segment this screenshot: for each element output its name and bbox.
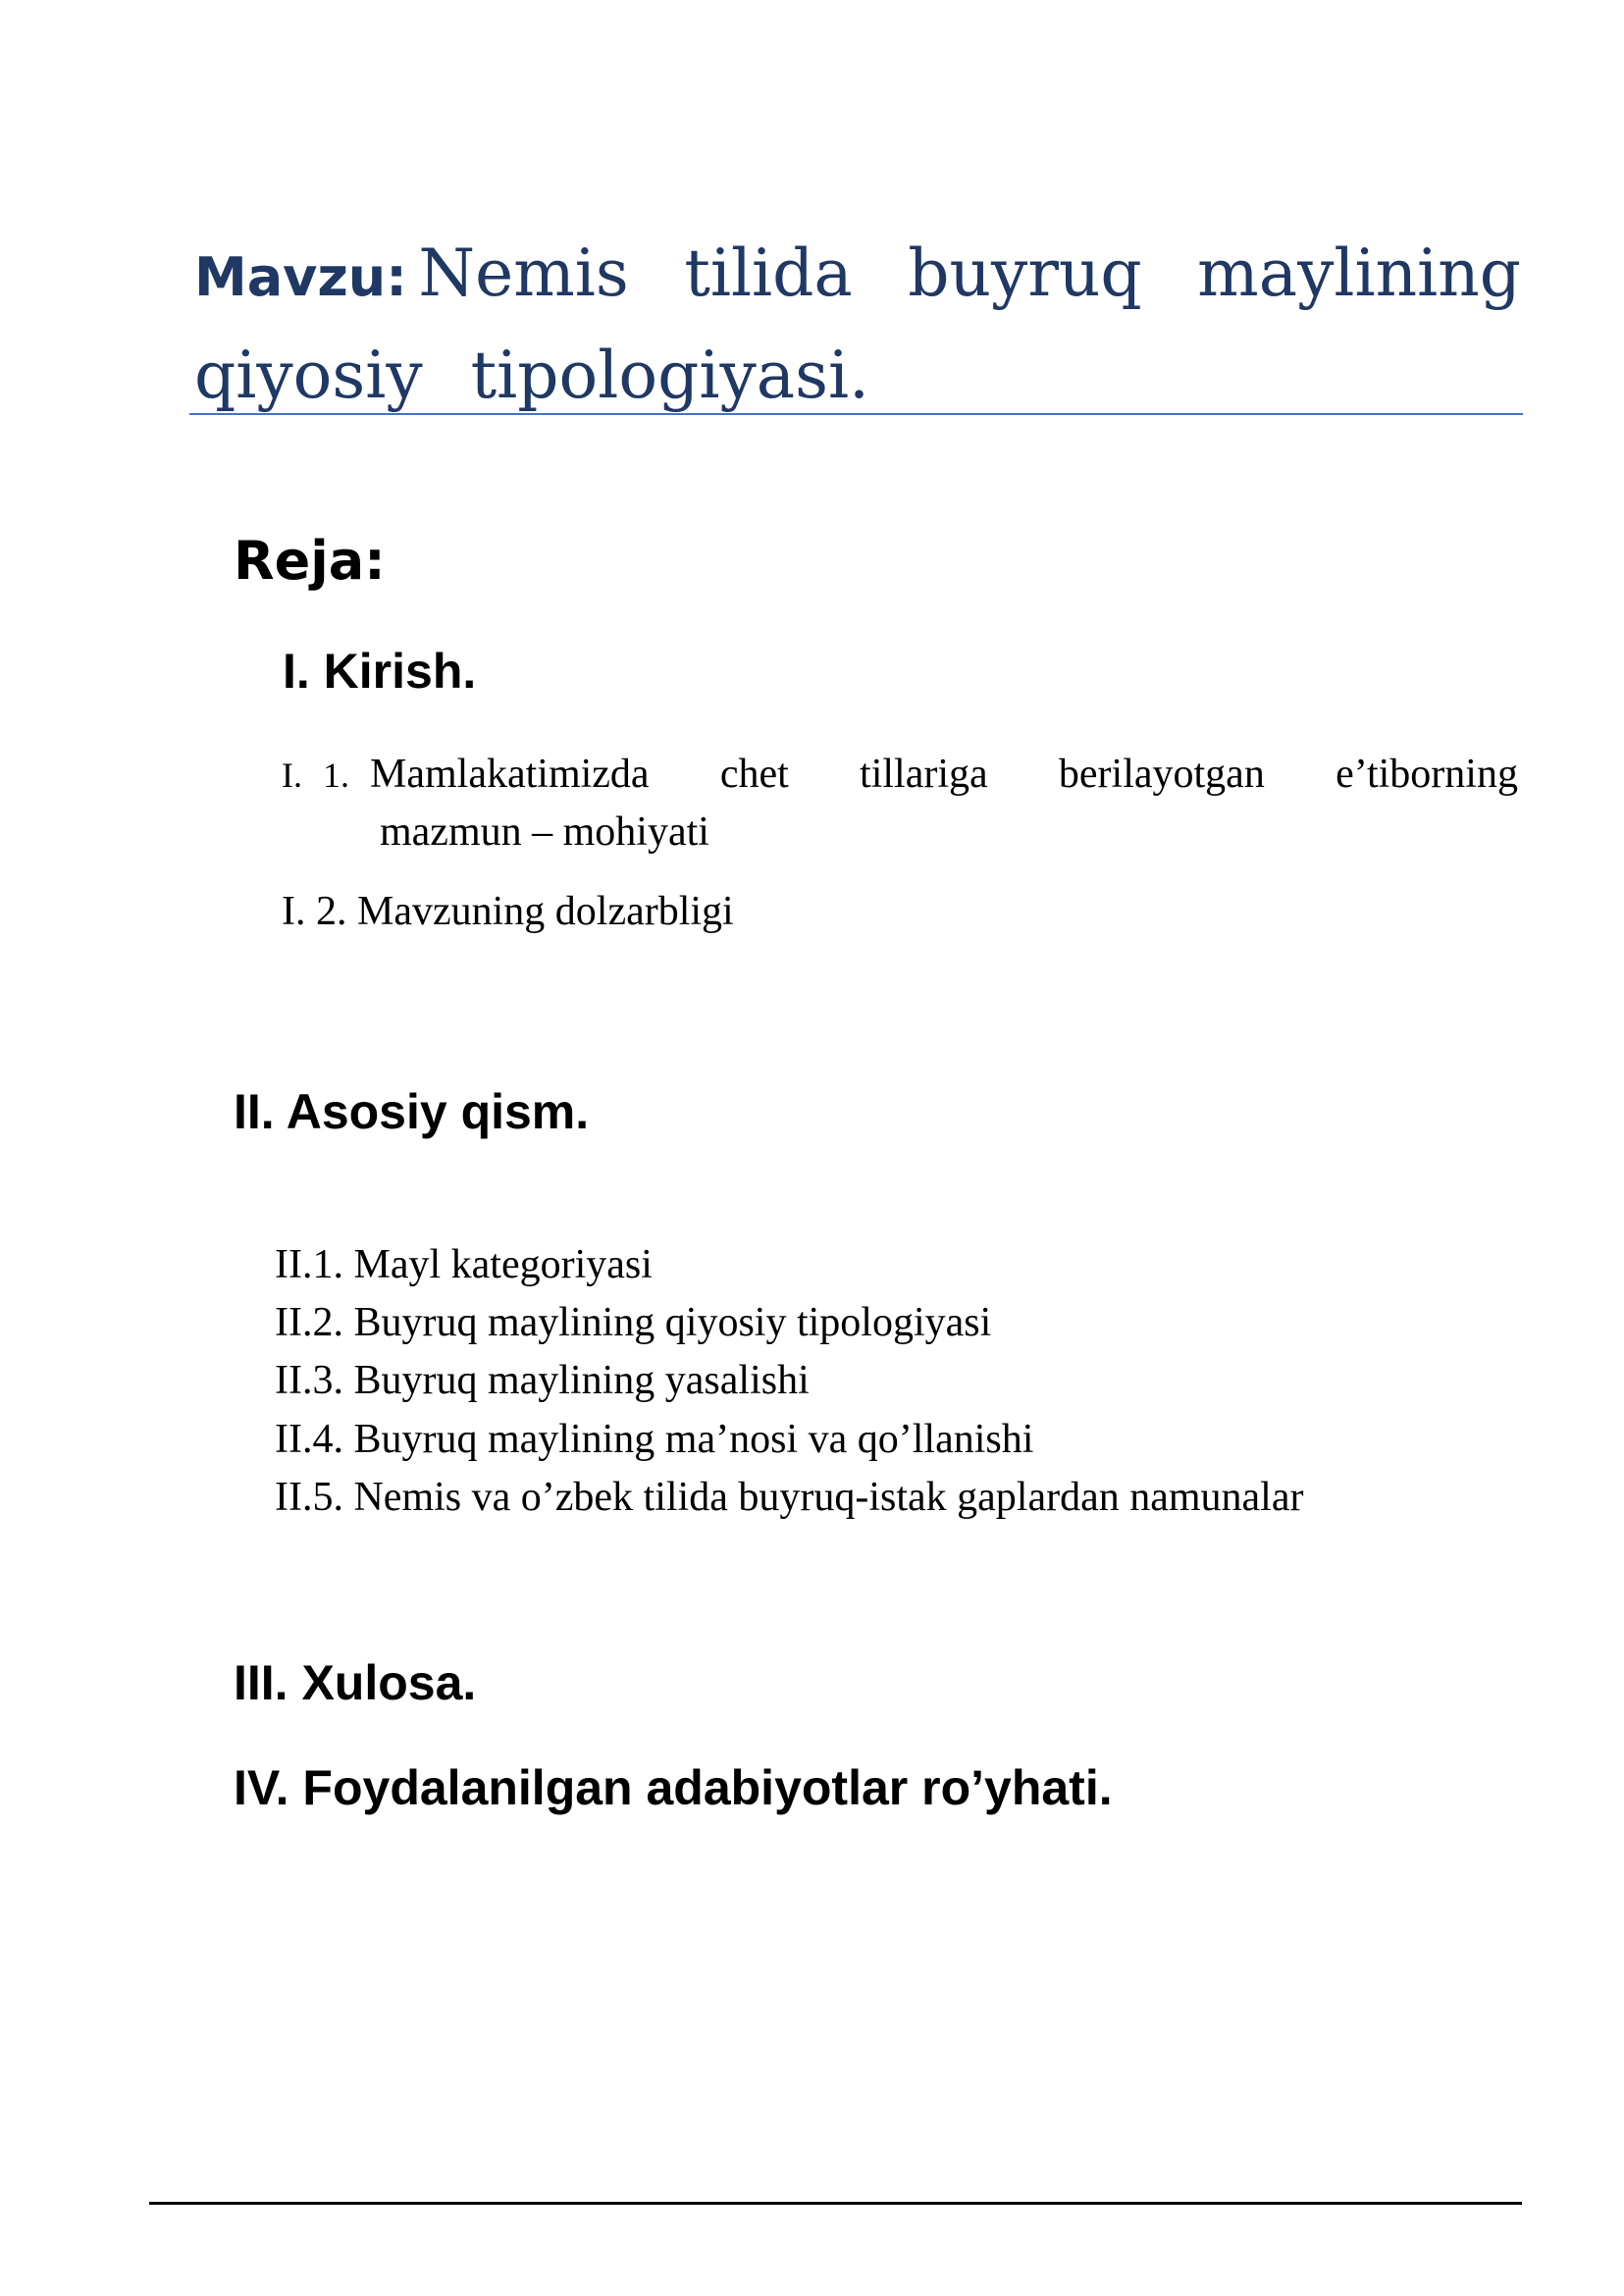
list-item-intro-1-word: berilayotgan [1058,752,1265,797]
list-item-main-2: II.2. Buyruq maylining qiyosiy tipologiyasi [275,1300,992,1345]
list-item-intro-1-number [282,746,650,804]
list-item-intro-1-line2: mazmun – mohiyati [380,809,709,855]
section-heading-references: IV. Foydalanilgan adabiyotlar ro’yhati. [234,1760,1113,1815]
list-item-main-4: II.4. Buyruq maylining ma’nosi va qo’llanishi [275,1417,1034,1462]
list-item-intro-1-prefix: I. [282,756,302,795]
section-heading-introduction: I. Kirish. [283,644,477,699]
title-underline [189,413,1523,415]
list-item-intro-1-word: e’tiborning [1336,752,1518,797]
list-item-intro-1-word: Mamlakatimizda [370,752,650,797]
list-item-intro-1-word: tillariga [860,752,988,797]
list-item-intro-1 [282,746,1518,861]
plan-heading: Reja: [234,530,386,592]
list-item-main-1: II.1. Mayl kategoriyasi [275,1242,653,1287]
list-item-intro-1-num: 1. [323,756,349,795]
title-text: Nemis tilida buyruq maylining qiyosiy tipologiyasi. [194,235,1521,413]
list-item-main-3: II.3. Buyruq maylining yasalishi [275,1358,810,1403]
list-item-intro-1-line1 [282,746,1518,804]
list-item-intro-2: I. 2. Mavzuning dolzarbligi [282,889,734,934]
list-item-main-5: II.5. Nemis va o’zbek tilida buyruq-istak gaplardan namunalar [275,1475,1304,1520]
list-item-intro-1-word: chet [719,752,789,797]
footer-rule [149,2202,1522,2205]
section-heading-conclusion: III. Xulosa. [234,1655,477,1710]
title-label: Mavzu: [194,246,407,308]
document-title [194,232,1521,436]
section-heading-main-part: II. Asosiy qism. [234,1084,590,1139]
